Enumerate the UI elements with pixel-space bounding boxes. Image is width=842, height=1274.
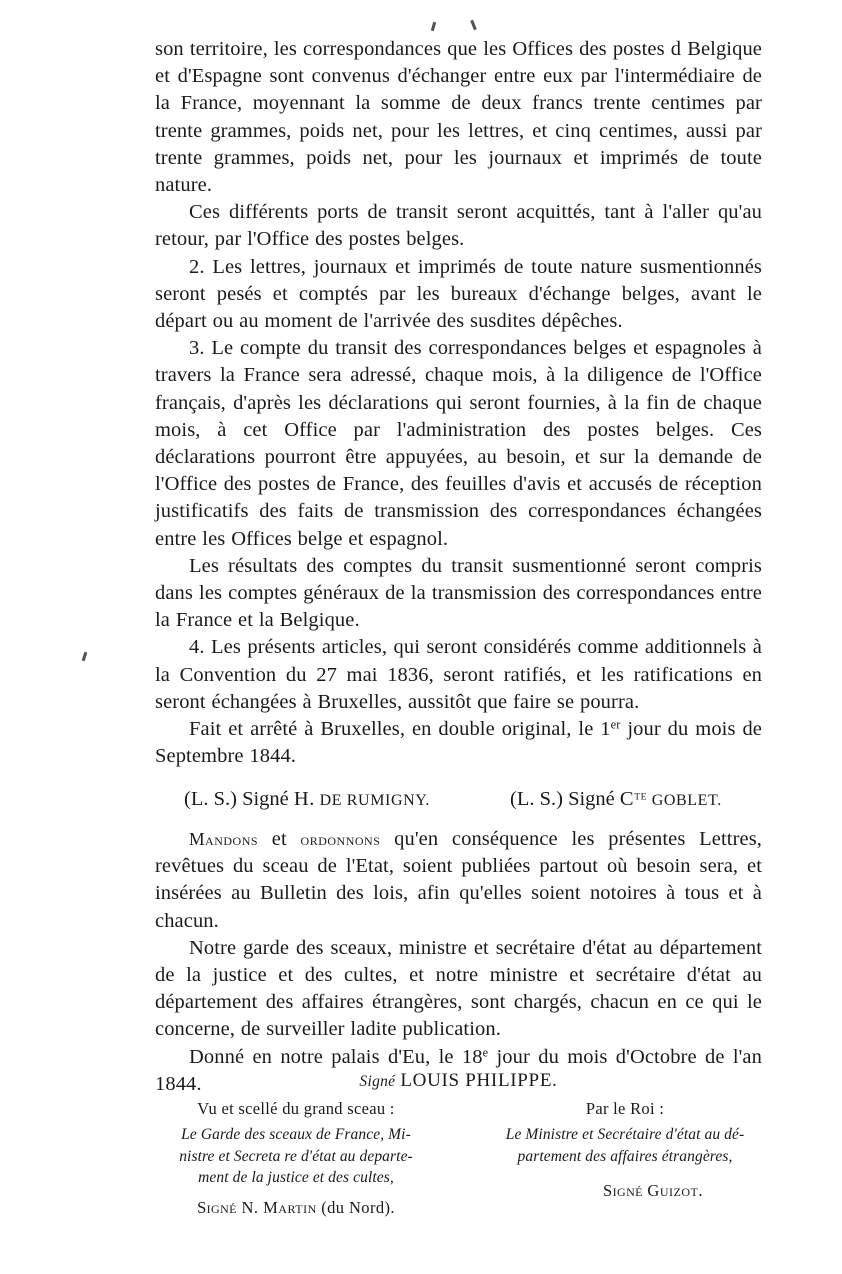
fait-prefix: Fait et arrêté à Bruxelles, en double original, le 1 [189,718,611,741]
scan-artifact-mark [431,22,436,31]
margin-ink-mark [82,652,88,661]
paragraph-fait-et-arrete [155,716,762,770]
footer-office-right [450,1124,800,1168]
body-text-block [155,36,762,770]
footer-signatory-qualifier: (du Nord). [321,1197,395,1217]
paragraph-mandons-ordonnons [155,826,762,935]
paragraph-transit-ports: Ces différents ports de transit seront acquittés, tant à l'aller qu'au retour, par l'Office des postes belges. [155,201,762,251]
paragraph-article-4: 4. Les présents articles, qui seront considérés comme additionnels à la Convention du 27 mai 1836, seront ratifiés, et les ratifications en seront échangées à Bruxelles, aussitôt que faire se pourra. [155,636,762,713]
donne-prefix: Donné en notre palais d'Eu, le 18 [189,1045,483,1068]
footer-office-left [142,1124,450,1189]
ordinal-suffix-er: er [610,717,621,732]
footer-heading-left: Vu et scellé du grand sceau : [197,1099,395,1118]
fait-suffix: jour du mois de Septembre 1844. [155,718,763,768]
ordonnons-smallcaps: ordonnons [300,829,381,849]
paragraph-resultats-comptes: Les résultats des comptes du transit susmentionné seront compris dans les comptes généraux de la transmission des correspondances entre la France et la Belgique. [155,554,762,632]
paragraph-continued: son territoire, les correspondances que les Offices des postes d Belgique et d'Espagne sont convenus d'échanger entre eux par l'intermédiaire de la France, moyennant la somme de deux francs trente centimes par trente grammes, poids net, pour les lettres, et cinq centimes, aussi par trente grammes, poids net, pour les journaux et imprimés de toute nature. [155,38,762,197]
signe-label-king: Signé [359,1073,396,1090]
scan-artifact-mark [470,20,477,30]
footer-office-left-line-3: ment de la justice et des cultes, [198,1169,394,1186]
signature-goblet [510,786,722,814]
seal-label-left: (L. S.) Signé [184,788,289,810]
signatory-name-rumigny: H. DE RUMIGNY. [293,788,430,810]
footer-signature-left [142,1198,450,1218]
footer-office-left-line-2: nistre et Secreta re d'état au departe- [179,1147,413,1165]
signature-rumigny [184,786,430,814]
royal-signature-line [155,1069,762,1092]
footer-office-left-line-1: Le Garde des sceaux de France, Mi- [181,1126,411,1143]
donne-suffix: jour du mois d'Octobre de l'an 1844. [155,1045,762,1095]
seal-label-right: (L. S.) Signé [510,788,615,810]
footer-office-right-line-1: Le Ministre et Secrétaire d'état au dé- [505,1126,745,1143]
footer-heading-right: Par le Roi : [585,1099,665,1118]
signe-label-right: Signé [603,1181,643,1200]
footer-signature-right [450,1181,800,1201]
conjunction-et: et [258,828,301,850]
mandons-remainder: qu'en conséquence les présentes Lettres, revêtues du sceau de l'Etat, soient publiées partout où besoin sera, et insérées au Bulletin des lois, afin qu'elles soient notoires à tous et à chacun. [155,828,762,932]
signatory-name-goblet: $C^{TE}$ GOBLET. [619,788,722,810]
countersignature-footer [120,1098,800,1218]
mandons-smallcaps: Mandons [189,829,259,849]
paragraph-ministres-charges: Notre garde des sceaux, ministre et secrétaire d'état au département de la justice et des cultes, et notre ministre et secrétaire d'état au département des affaires étrangères, sont chargés, chacun en ce qui le concerne, de surveiller ladite publication. [155,936,762,1041]
king-name: LOUIS PHILIPPE. [400,1070,558,1091]
signe-label-left: Signé [197,1197,237,1217]
ordinal-suffix-e: e [482,1044,489,1059]
title-superscript-te: TE [634,791,648,803]
footer-signatory-guizot: Guizot. [647,1181,703,1200]
footer-signatory-martin: N. Martin [241,1197,317,1217]
footer-column-garde-des-sceaux [120,1098,450,1218]
footer-office-right-line-2: partement des affaires étrangères, [517,1148,733,1165]
promulgation-block [155,826,762,1098]
paragraph-article-2: 2. Les lettres, journaux et imprimés de toute nature susmentionnés seront pesés et comptés par les bureaux d'échange belges, avant le départ ou au moment de l'arrivée des susdites dépêches. [155,255,762,333]
paragraph-article-3: 3. Le compte du transit des correspondances belges et espagnoles à travers la France sera adressé, chaque mois, à la diligence de l'Office français, d'après les déclarations qui seront fournies, à la fin de chaque mois, à cet Office par l'administration des postes belges. Ces déclarations pourront être appuyées, au besoin, et sur la demande de l'Office des postes de France, des feuilles d'avis et accusés de réception justificatifs des faits de transmission des correspondances échangées entre les Offices belge et espagnol. [155,337,762,550]
footer-column-par-le-roi [450,1098,800,1201]
